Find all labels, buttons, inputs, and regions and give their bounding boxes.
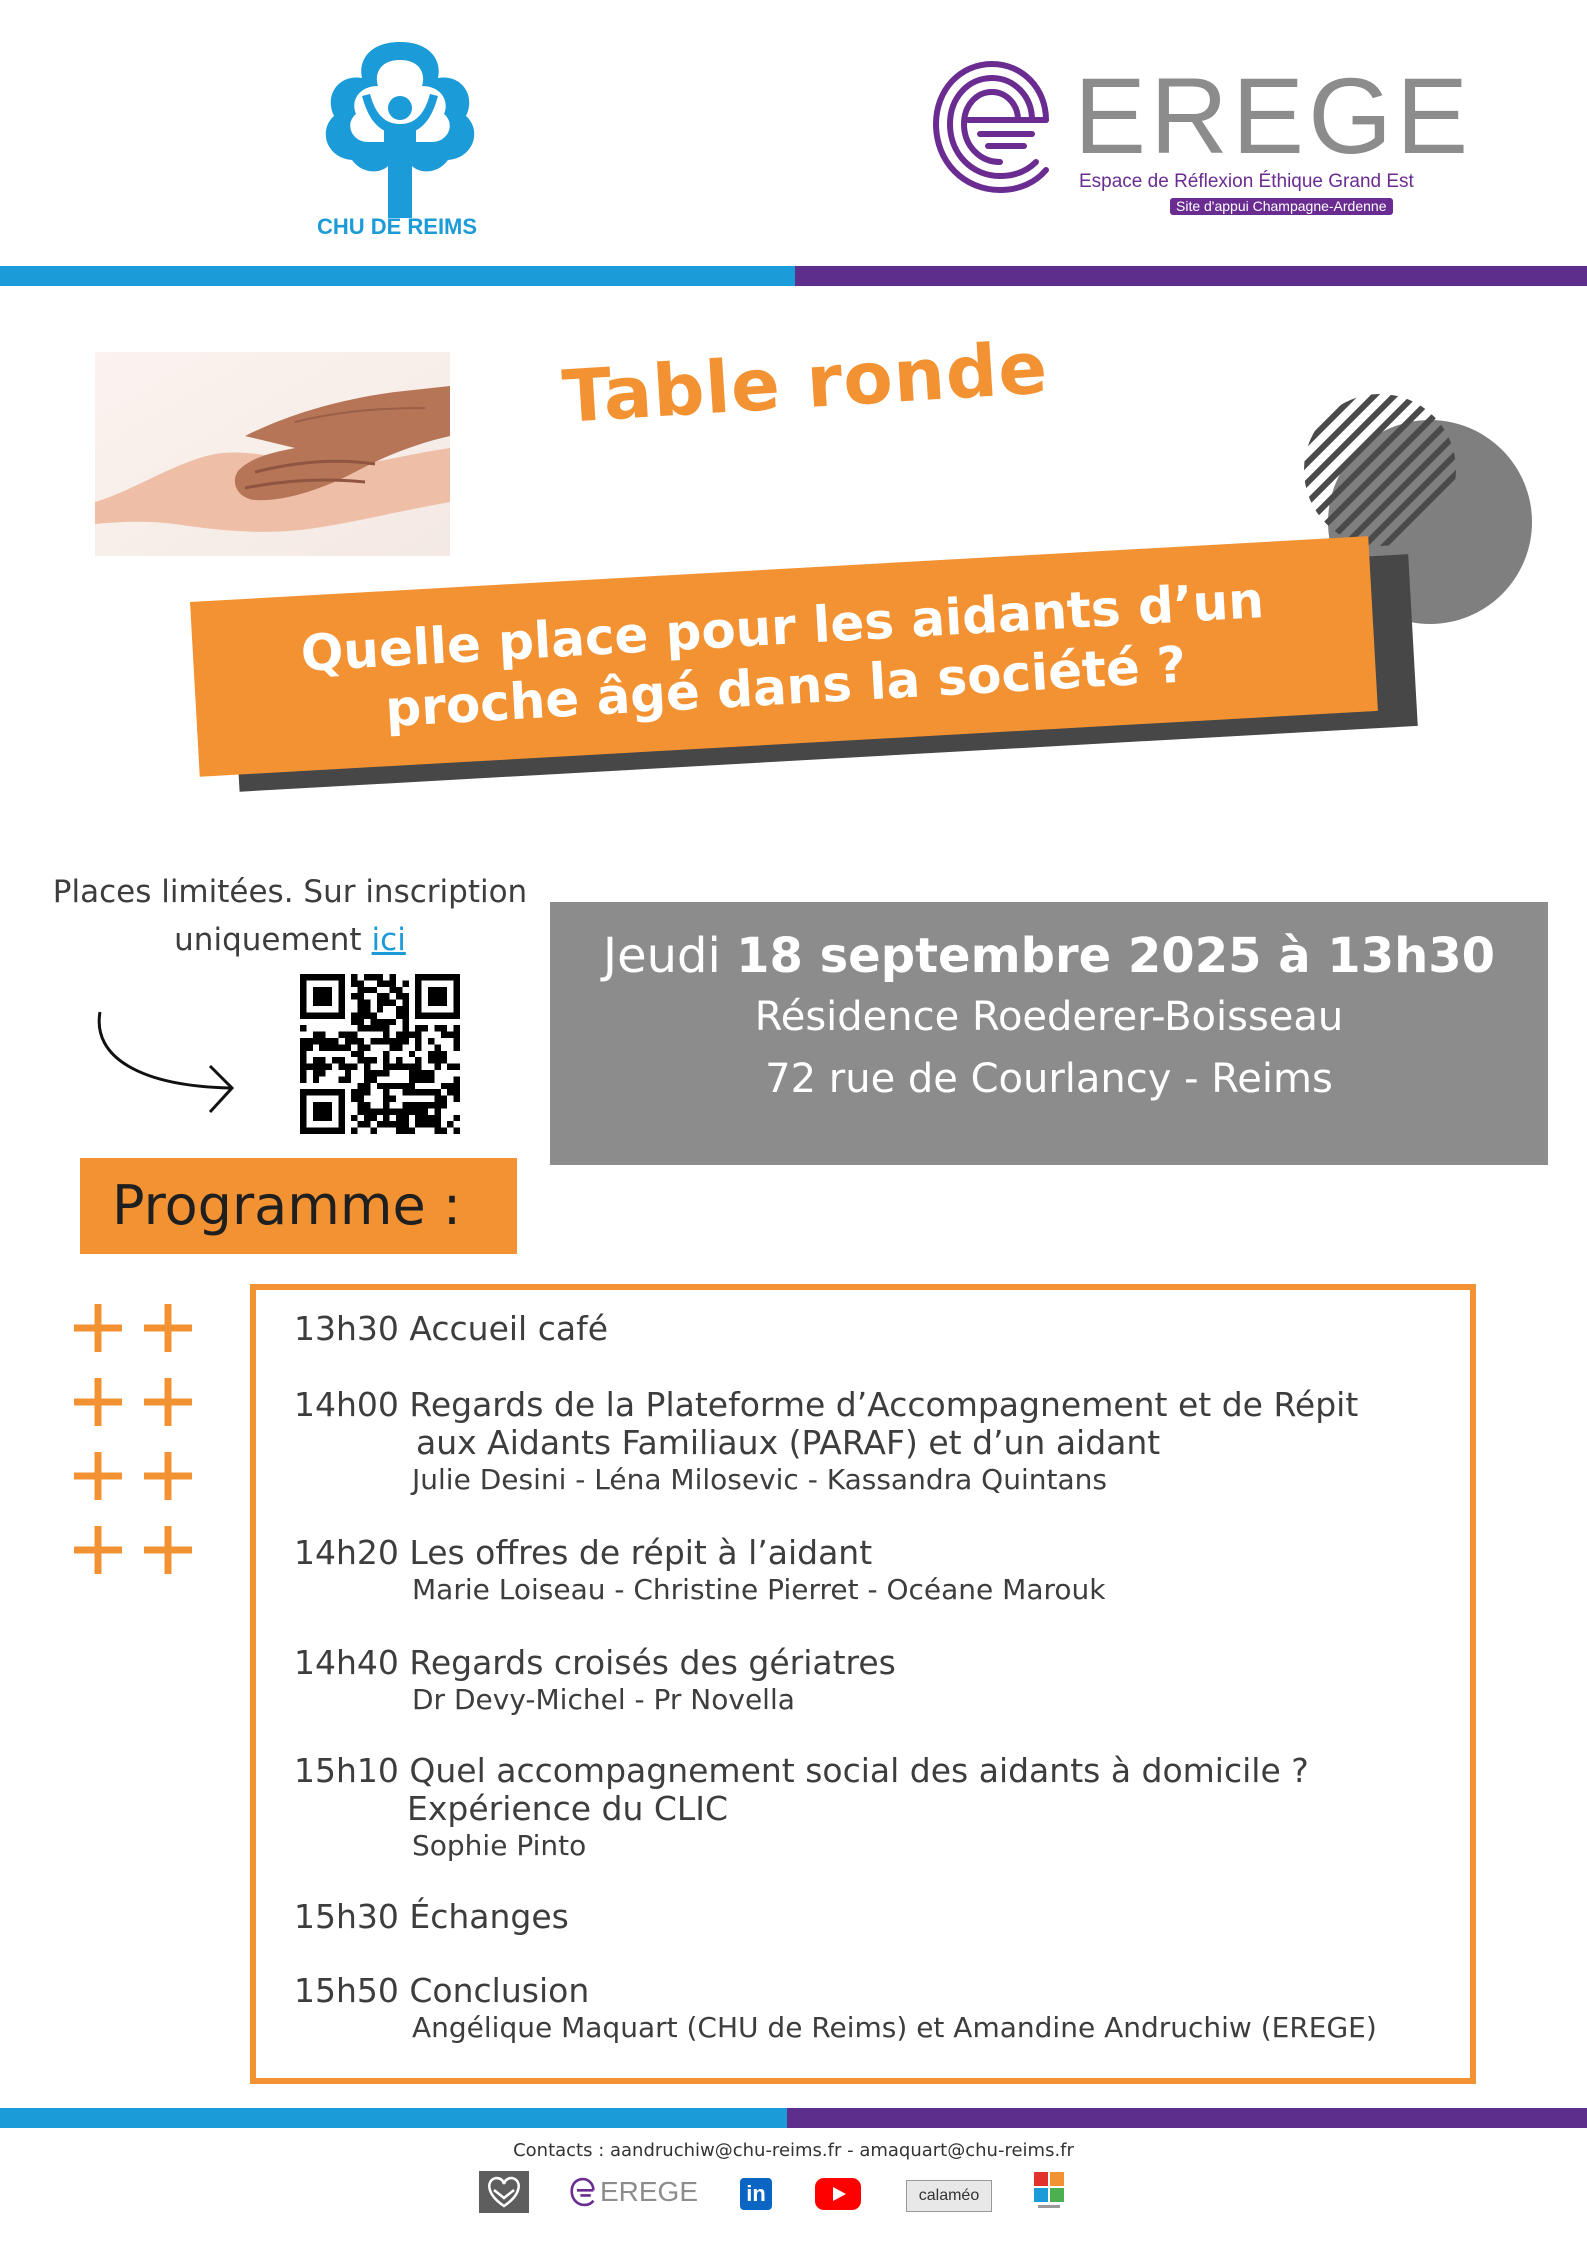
plus-icon [72, 1524, 124, 1576]
event-date [550, 926, 1548, 986]
programme-item-title-cont: Expérience du CLIC [407, 1789, 729, 1828]
erege-small-logo[interactable] [570, 2172, 698, 2212]
programme-item-speakers: Angélique Maquart (CHU de Reims) et Amandine Andruchiw (EREGE) [412, 2011, 1377, 2044]
event-date-time: 18 septembre 2025 à 13h30 [736, 928, 1496, 984]
hands-photo [95, 352, 450, 556]
contacts-line: Contacts : aandruchiw@chu-reims.fr - amaquart@chu-reims.fr [513, 2140, 1074, 2161]
youtube-icon[interactable] [815, 2178, 861, 2210]
programme-label: Programme : [80, 1158, 517, 1254]
programme-box [250, 1284, 1476, 2084]
chu-reims-name: CHU DE REIMS [316, 214, 478, 239]
programme-item-title: 15h50 Conclusion [294, 1971, 590, 2010]
top-bar-purple [795, 266, 1587, 286]
bottom-bar-blue [0, 2108, 787, 2128]
erege-small-text: EREGE [599, 2176, 698, 2207]
programme-item [294, 1386, 1358, 1498]
question-text: Quelle place pour les aidants d’un proche âgé dans la société ? [299, 570, 1266, 738]
erege-name: EREGE [1074, 55, 1473, 176]
bottom-bar-purple [787, 2108, 1587, 2128]
erege-small-mark-icon [570, 2175, 596, 2209]
title-table-ronde: Table ronde [560, 325, 1051, 439]
plus-icon [142, 1524, 194, 1576]
registration-note [30, 868, 550, 964]
event-address: 72 rue de Courlancy - Reims [765, 1056, 1333, 1102]
erege-site-badge: Site d'appui Champagne-Ardenne [1170, 198, 1393, 215]
calameo-icon[interactable]: calaméo [906, 2180, 992, 2212]
plus-icon [72, 1302, 124, 1354]
programme-item [294, 1898, 569, 1936]
question-banner [190, 536, 1378, 777]
programme-item-speakers: Sophie Pinto [412, 1829, 587, 1862]
linkedin-icon[interactable]: in [740, 2178, 772, 2210]
plus-icon [142, 1450, 194, 1502]
programme-item-title: 14h40 Regards croisés des gériatres [294, 1643, 896, 1682]
programme-item-title-cont: aux Aidants Familiaux (PARAF) et d’un aidant [416, 1423, 1161, 1462]
registration-text: Places limitées. Sur inscription uniquement [52, 874, 528, 958]
clic-icon[interactable] [1034, 2172, 1066, 2212]
programme-item [294, 1972, 1377, 2046]
programme-item-speakers: Julie Desini - Léna Milosevic - Kassandra Quintans [412, 1463, 1107, 1496]
event-info-box [550, 902, 1548, 1165]
programme-item [294, 1644, 896, 1718]
plus-icon [142, 1302, 194, 1354]
plus-decoration [72, 1302, 202, 1582]
programme-item-title: 15h30 Échanges [294, 1897, 569, 1936]
programme-item-speakers: Marie Loiseau - Christine Pierret - Océane Marouk [412, 1573, 1106, 1606]
event-day: Jeudi [602, 928, 721, 984]
erege-logo-mark [928, 58, 1058, 198]
chu-reims-logo [300, 34, 500, 244]
plus-icon [72, 1376, 124, 1428]
qr-code[interactable] [300, 974, 460, 1134]
event-venue: Résidence Roederer-Boisseau [754, 994, 1344, 1040]
programme-item-title: 14h00 Regards de la Plateforme d’Accompagnement et de Répit [294, 1385, 1359, 1424]
programme-item-title: 14h20 Les offres de répit à l’aidant [294, 1533, 873, 1572]
programme-item [294, 1534, 1105, 1608]
programme-item-title: 15h10 Quel accompagnement social des aidants à domicile ? [294, 1751, 1309, 1790]
programme-item [294, 1310, 608, 1348]
programme-item-speakers: Dr Devy-Michel - Pr Novella [412, 1683, 795, 1716]
programme-item [294, 1752, 1309, 1864]
top-bar-blue [0, 266, 795, 286]
handshake-icon[interactable] [478, 2170, 530, 2214]
erege-subtitle: Espace de Réflexion Éthique Grand Est [1079, 171, 1414, 192]
registration-link[interactable]: ici [371, 922, 406, 958]
plus-icon [142, 1376, 194, 1428]
plus-icon [72, 1450, 124, 1502]
programme-item-title: 13h30 Accueil café [294, 1309, 608, 1348]
arrow-icon [92, 1008, 252, 1118]
